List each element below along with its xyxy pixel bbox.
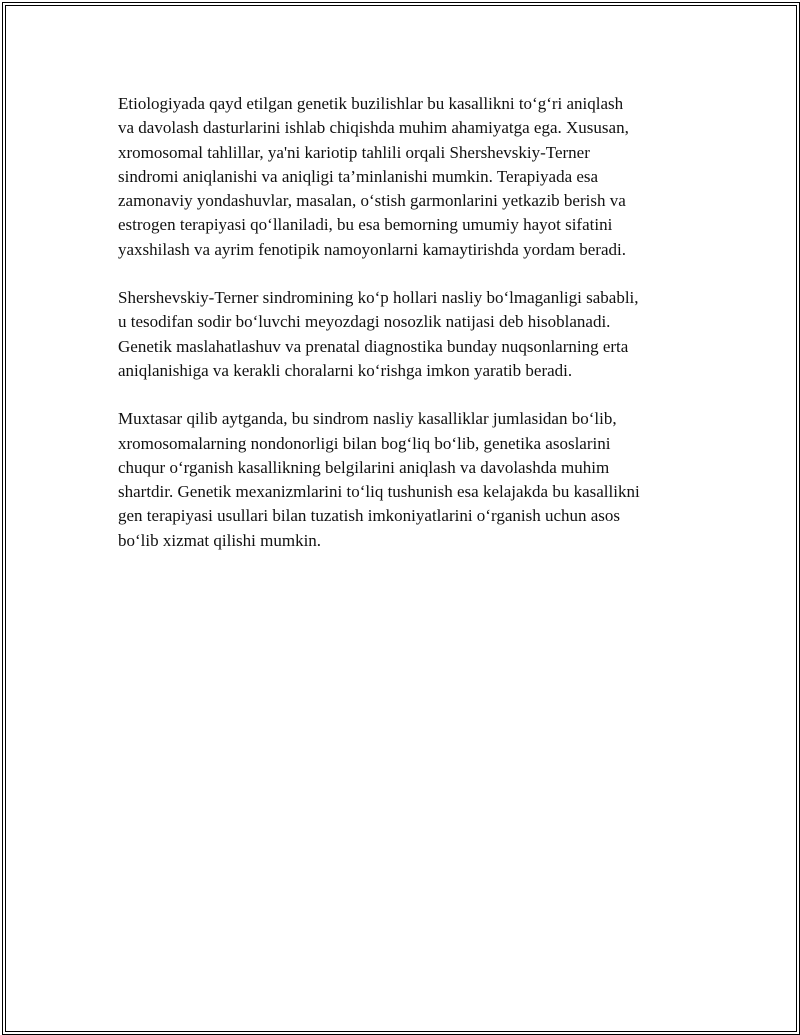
paragraph-inheritance: Shershevskiy-Terner sindromining ko‘p hollari nasliy bo‘lmaganligi sababli, u tesodifan sodir bo‘luvchi meyozdagi nosozlik natijasi deb hisoblanadi. Genetik maslahatlashuv va prenatal diagnostika bunday nuqsonlarning erta aniqlanishiga va kerakli choralarni ko‘rishga imkon yaratib beradi. xyxy=(118,288,639,380)
document-body xyxy=(118,92,693,577)
paragraph-conclusion: Muxtasar qilib aytganda, bu sindrom nasliy kasalliklar jumlasidan bo‘lib, xromosomalarning nondonorligi bilan bog‘liq bo‘lib, genetika asoslarini chuqur o‘rganish kasallikning belgilarini aniqlash va davolashda muhim shartdir. Genetik mexanizmlarini to‘liq tushunish esa kelajakda bu kasallikni gen terapiyasi usullari bilan tuzatish imkoniyatlarini o‘rganish uchun asos bo‘lib xizmat qilishi mumkin. xyxy=(118,409,640,550)
paragraph-etiology: Etiologiyada qayd etilgan genetik buzilishlar bu kasallikni to‘g‘ri aniqlash va davolash dasturlarini ishlab chiqishda muhim ahamiyatga ega. Xususan, xromosomal tahlillar, ya'ni kariotip tahlili orqali Shershevskiy-Terner sindromi aniqlanishi va aniqligi ta’minlanishi mumkin. Terapiyada esa zamonaviy yondashuvlar, masalan, o‘stish garmonlarini yetkazib berish va estrogen terapiyasi qo‘llaniladi, bu esa bemorning umumiy hayot sifatini yaxshilash va ayrim fenotipik namoyonlarni kamaytirishda yordam beradi. xyxy=(118,94,629,259)
